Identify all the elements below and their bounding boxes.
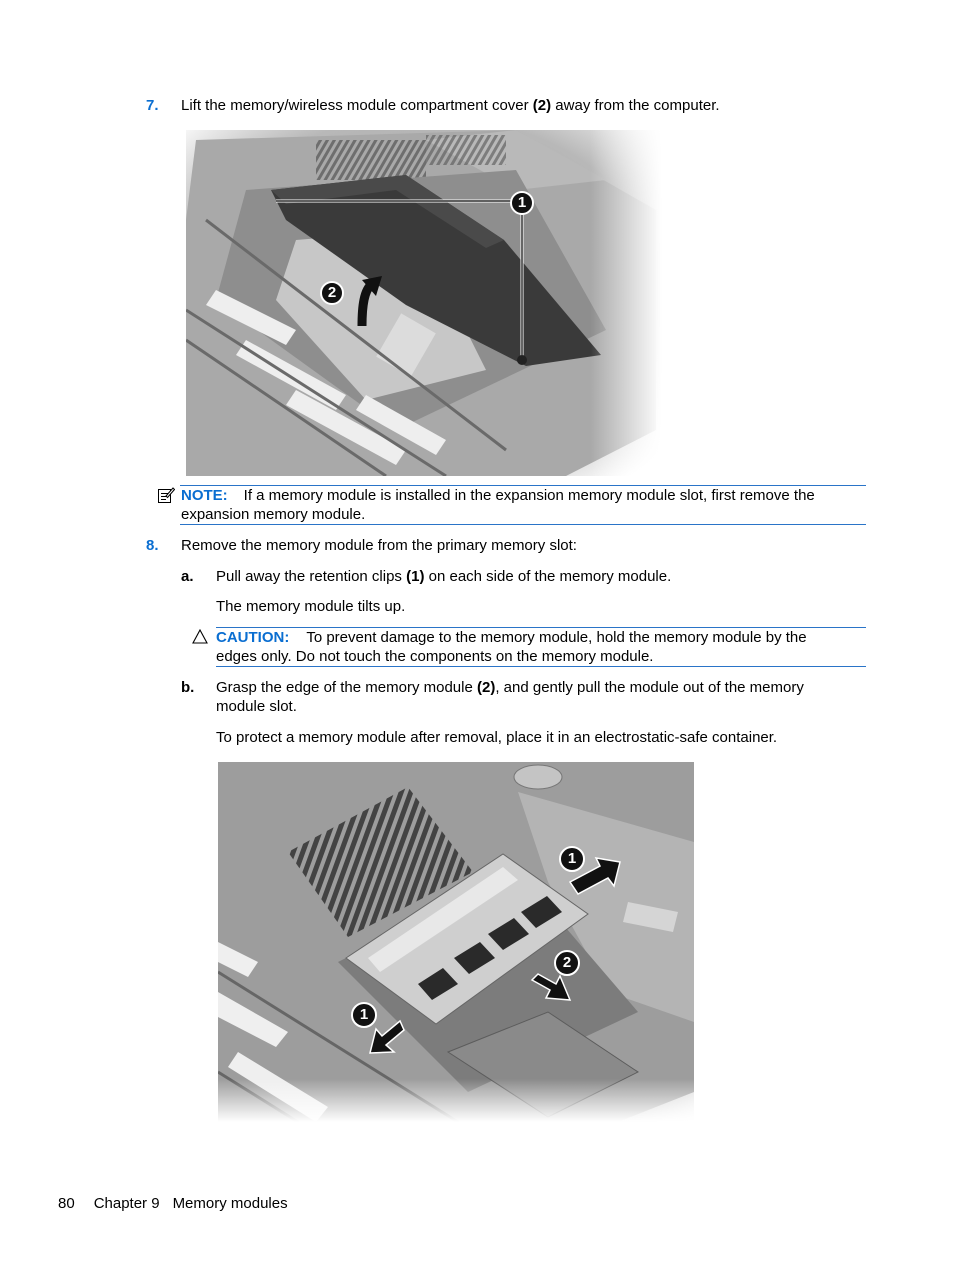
step-7-callout-ref: (2): [532, 97, 552, 114]
step-8a-callout-ref: (1): [406, 568, 425, 585]
step-7-number: 7.: [146, 97, 159, 114]
caution-line-1: [216, 628, 807, 647]
step-8b-text-before: Grasp the edge of the memory module: [216, 679, 477, 696]
step-7-text: [181, 96, 720, 115]
callout-2-badge: 2: [554, 950, 580, 976]
step-8b-text-after: , and gently pull the module out of the memory: [495, 679, 804, 696]
page-footer: [58, 1194, 288, 1213]
step-8b-text-line-2: module slot.: [216, 698, 297, 715]
caution-icon: [192, 629, 208, 644]
step-8a-text-before: Pull away the retention clips: [216, 568, 407, 585]
footer-chapter: Chapter 9: [93, 1195, 160, 1212]
callout-1-badge: 1: [510, 191, 534, 215]
footer-section: Memory modules: [172, 1195, 288, 1212]
note-line-1: [181, 486, 815, 505]
caution-line-2: edges only. Do not touch the components on the memory module.: [216, 648, 654, 665]
note-icon: [157, 486, 175, 504]
step-8a-text-after: on each side of the memory module.: [424, 568, 672, 585]
step-7-text-after: away from the computer.: [551, 97, 720, 114]
page-number: 80: [58, 1195, 75, 1212]
step-8b-callout-ref: (2): [476, 679, 496, 696]
step-8-text: Remove the memory module from the primary memory slot:: [181, 537, 577, 554]
note-line-2: expansion memory module.: [181, 506, 366, 523]
step-8b-result: To protect a memory module after removal, place it in an electrostatic-safe container.: [216, 729, 778, 746]
step-7-text-before: Lift the memory/wireless module compartment cover: [181, 97, 533, 114]
step-8a-letter: a.: [181, 568, 194, 585]
step-8a-result: The memory module tilts up.: [216, 598, 406, 615]
note-bottom-rule: [180, 524, 866, 525]
step-8a-text: [216, 567, 671, 586]
figure-compartment-cover: [186, 130, 662, 476]
step-8b-letter: b.: [181, 679, 195, 696]
callout-1-top-badge: 1: [559, 846, 585, 872]
caution-text-1: To prevent damage to the memory module, hold the memory module by the: [306, 629, 807, 646]
note-text-1: If a memory module is installed in the expansion memory module slot, first remove the: [243, 487, 815, 504]
caution-bottom-rule: [216, 666, 866, 667]
figure-memory-module-removal: [218, 762, 694, 1122]
step-8b-text: [216, 678, 804, 697]
step-8-number: 8.: [146, 537, 159, 554]
callout-1-bottom-badge: 1: [351, 1002, 377, 1028]
caution-label: CAUTION:: [216, 629, 290, 646]
callout-2-badge: 2: [320, 281, 344, 305]
note-label: NOTE:: [181, 487, 228, 504]
